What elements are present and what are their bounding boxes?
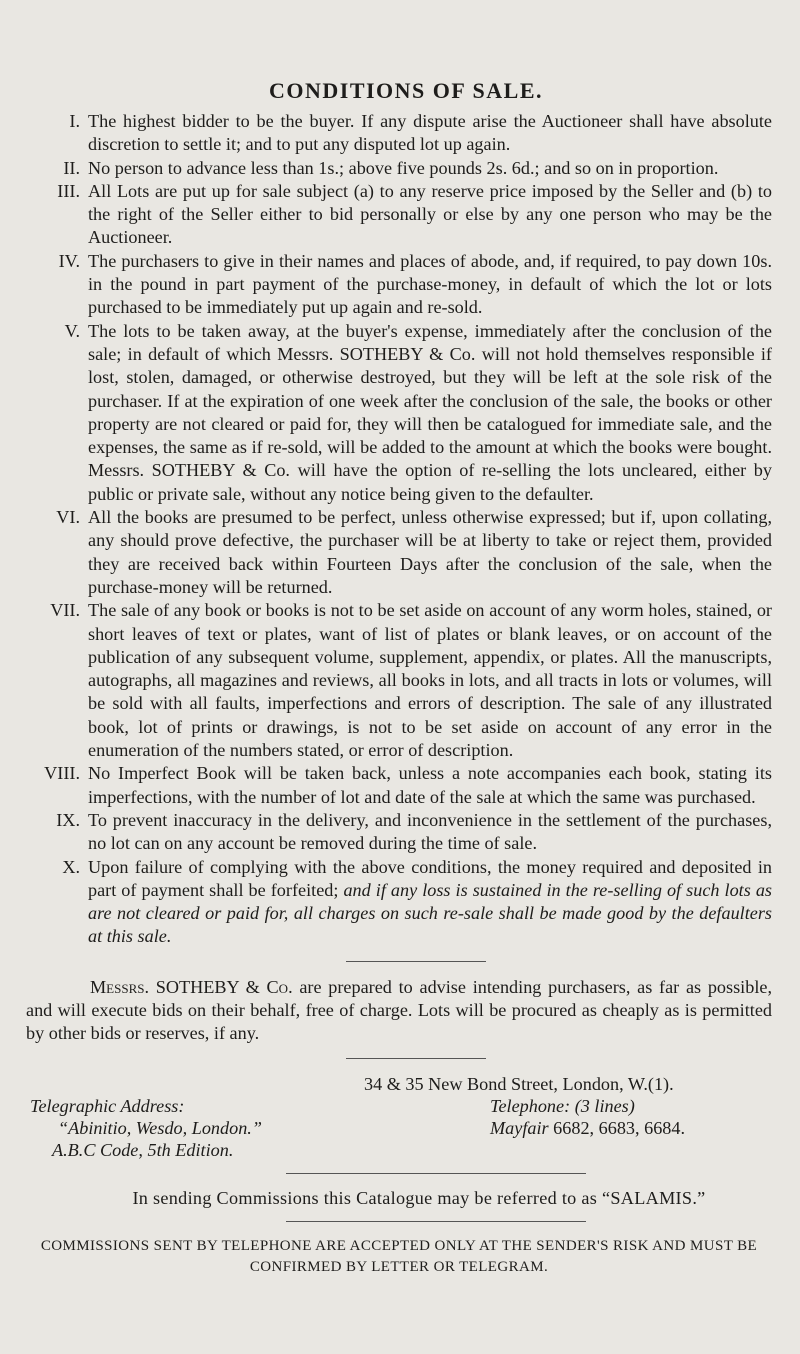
telegraphic-label: Telegraphic Address: — [30, 1095, 185, 1116]
condition-item — [26, 506, 772, 599]
condition-text: No Imperfect Book will be taken back, unless a note accompanies each book, stating its imperfections, with the number of lot and date of the sale at which the same was purchased. — [88, 763, 772, 807]
divider — [286, 1173, 586, 1174]
advise-text: are prepared to advise intending purchasers, as far as possible, and will execute bids on their behalf, free of charge. Lots will be procured as cheaply as is permitted by other bids or reserves, if any. — [26, 976, 772, 1044]
condition-number: IX. — [56, 809, 80, 830]
condition-number: VI. — [56, 507, 80, 528]
condition-text: All the books are presumed to be perfect, unless otherwise expressed; but if, upon collating, any should prove defective, the purchaser will be at liberty to take or reject them, provided they are received back within Fourteen Days after the conclusion of the sale, when the purchase-money will be returned. — [88, 507, 772, 597]
condition-item — [26, 856, 772, 949]
commissions-note: COMMISSIONS SENT BY TELEPHONE ARE ACCEPTED ONLY AT THE SENDER'S RISK AND MUST BE CONFIRMED BY LETTER OR TELEGRAM. — [40, 1237, 758, 1275]
divider — [286, 1221, 586, 1222]
condition-item — [26, 110, 772, 157]
advise-paragraph — [26, 976, 772, 1046]
abc-code: A.B.C Code, 5th Edition. — [52, 1139, 234, 1160]
firm-name: Messrs. SOTHEBY & Co. — [90, 976, 293, 997]
condition-item — [26, 599, 772, 762]
telephone-numbers — [490, 1117, 685, 1139]
condition-text — [88, 856, 772, 949]
condition-number: IV. — [58, 250, 80, 271]
condition-text-roman: Upon failure of complying with the above conditions, the money required and deposited in part of payment shall be forfeited; — [88, 856, 772, 900]
telephone-label: Telephone: (3 lines) — [490, 1095, 635, 1116]
condition-text: No person to advance less than 1s.; above five pounds 2s. 6d.; and so on in proportion. — [88, 157, 719, 178]
condition-text: The lots to be taken away, at the buyer's expense, immediately after the conclusion of the sale; in default of which Messrs. SOTHEBY & Co. will not hold themselves responsible if lost, stolen, damaged, or otherwise destroyed, but they will be left at the sole risk of the purchaser. If at the expiration of one week after the conclusion of the sale, the books or other property are not cleared or paid for, they will then be catalogued for immediate sale, and the expenses, the same as if re-sold, will be added to the amount at which the books were bought. Messrs. SOTHEBY & Co. will have the option of re-selling the lots uncleared, either by public or private sale, without any notice being given to the defaulter. — [88, 320, 772, 504]
page-title: CONDITIONS OF SALE. — [268, 78, 543, 103]
telegraphic-code: “Abinitio, Wesdo, London.” — [58, 1117, 262, 1138]
condition-text: The purchasers to give in their names and places of abode, and, if required, to pay down 10s. in the pound in part payment of the purchase-money, in default of which the lot or lots purchased to be immediately put up again and re-sold. — [88, 250, 772, 318]
condition-item — [26, 320, 772, 506]
conditions-list — [26, 110, 772, 949]
condition-number: I. — [69, 111, 80, 131]
condition-number: V. — [64, 320, 80, 341]
condition-number: III. — [57, 180, 80, 201]
condition-number: VIII. — [44, 763, 80, 784]
salamis-note: In sending Commissions this Catalogue may be referred to as “SALAMIS.” — [132, 1187, 706, 1208]
divider — [346, 961, 486, 962]
condition-text-italic: and if any loss is sustained in the re-selling of such lots as are not cleared or paid for, all charges on such re-sale shall be made good by the defaulters at this sale. — [88, 879, 773, 947]
telephone-exchange: Mayfair — [490, 1117, 549, 1138]
condition-text: The highest bidder to be the buyer. If any dispute arise the Auctioneer shall have absolute discretion to settle it; and to put any disputed lot up again. — [88, 111, 772, 155]
address-block — [26, 1073, 772, 1161]
condition-text: To prevent inaccuracy in the delivery, and inconvenience in the settlement of the purchases, no lot can on any account be removed during the time of sale. — [88, 809, 772, 854]
condition-text: The sale of any book or books is not to be set aside on account of any worm holes, stained, or short leaves of text or plates, want of list of plates or blank leaves, or on account of the publication of any subsequent volume, supplement, appendix, or plates. All the manuscripts, autographs, all magazines and reviews, all books in lots, and all tracts in lots or volumes, will be sold with all faults, imperfections and errors of description. The sale of any illustrated book, lot of prints or drawings, is not to be set aside on account of any error in the enumeration of the numbers stated, or error of description. — [88, 600, 772, 761]
condition-item — [26, 180, 772, 250]
street-address: 34 & 35 New Bond Street, London, W.(1). — [364, 1073, 674, 1094]
condition-item — [26, 762, 772, 809]
condition-item — [26, 157, 772, 180]
condition-item — [26, 809, 772, 856]
condition-number: X. — [62, 856, 80, 877]
condition-text: All Lots are put up for sale subject (a) to any reserve price imposed by the Seller and (b) to the right of the Seller either to bid personally or else by any one person who may be the Auctioneer. — [88, 180, 772, 248]
condition-item — [26, 250, 772, 320]
condition-number: VII. — [50, 600, 80, 621]
telephone-digits: 6682, 6683, 6684. — [548, 1117, 686, 1138]
divider — [346, 1058, 486, 1059]
condition-number: II. — [63, 157, 80, 178]
